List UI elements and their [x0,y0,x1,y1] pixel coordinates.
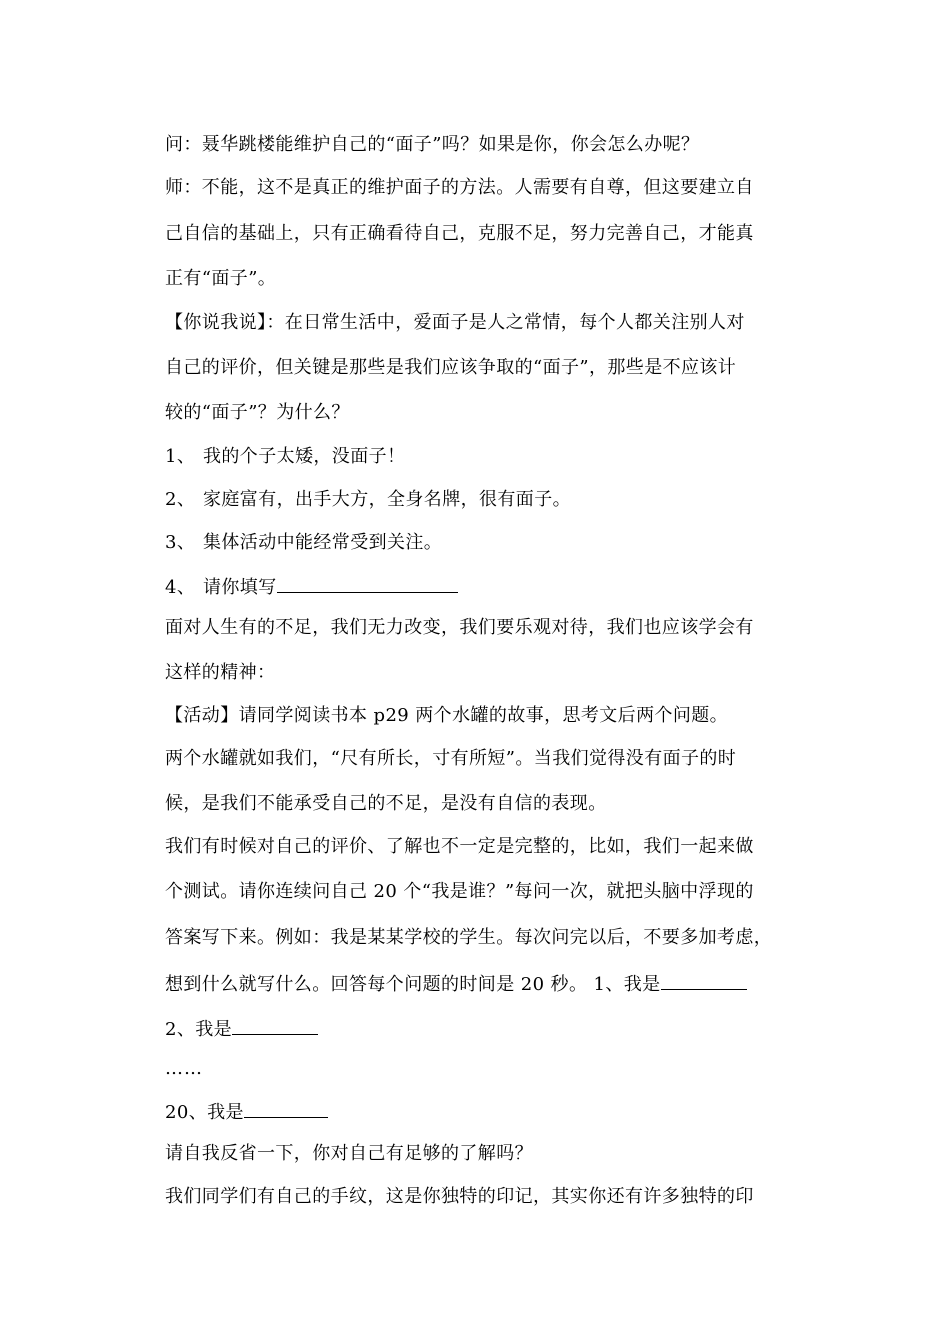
fill-in-blank[interactable] [661,972,747,990]
fill-in-blank[interactable] [232,1017,318,1035]
teacher-answer-line-2: 己自信的基础上，只有正确看待自己，克服不足，努力完善自己，才能真 [165,223,754,244]
discussion-line-3: 较的“面子”？为什么？ [165,402,350,423]
teacher-answer-line-1: 师：不能，这不是真正的维护面子的方法。人需要有自尊，但这要建立自 [165,177,754,198]
paragraph-line: 个测试。请你连续问自己 20 个“我是谁？”每问一次，就把头脑中浮现的 [165,881,754,902]
paragraph-line: 面对人生有的不足，我们无力改变，我们要乐观对待，我们也应该学会有 [165,617,754,638]
answer-line [165,1017,318,1041]
list-item-text: 家庭富有，出手大方，全身名牌，很有面子。 [203,489,571,510]
answer-label: 2、我是 [165,1019,233,1040]
fill-in-blank[interactable] [244,1100,328,1118]
answer-line [165,1100,328,1124]
discussion-line-2: 自己的评价，但关键是那些是我们应该争取的“面子”，那些是不应该计 [165,357,737,378]
paragraph-text: 想到什么就写什么。回答每个问题的时间是 20 秒。 1、我是 [165,974,661,995]
question-line: 问：聂华跳楼能维护自己的“面子”吗？如果是你，你会怎么办呢？ [165,134,700,155]
list-item [165,489,571,511]
paragraph-line: 答案写下来。例如：我是某某学校的学生。每次问完以后，不要多加考虑， [165,927,773,948]
paragraph-line: 两个水罐就如我们，“尺有所长，寸有所短”。当我们觉得没有面子的时 [165,748,737,769]
teacher-answer-line-3: 正有“面子”。 [165,268,277,289]
list-item [165,446,405,468]
paragraph-line: 我们同学们有自己的手纹，这是你独特的印记，其实你还有许多独特的印 [165,1186,754,1207]
paragraph-line: 我们有时候对自己的评价、了解也不一定是完整的，比如，我们一起来做 [165,836,754,857]
discussion-line-1: 【你说我说】：在日常生活中，爱面子是人之常情，每个人都关注别人对 [165,312,745,333]
paragraph-line: 候，是我们不能承受自己的不足，是没有自信的表现。 [165,793,607,814]
paragraph-line [165,972,747,996]
list-item-text: 集体活动中能经常受到关注。 [203,532,443,553]
answer-label: 20、我是 [165,1102,244,1123]
list-number: 1、 [165,446,196,467]
fill-in-blank[interactable] [277,575,458,593]
list-item [165,532,442,554]
activity-line: 【活动】请同学阅读书本 p29 两个水罐的故事，思考文后两个问题。 [165,705,729,726]
paragraph-line: 请自我反省一下，你对自己有足够的了解吗？ [165,1143,533,1164]
paragraph-line: 这样的精神： [165,662,276,683]
ellipsis: …… [165,1058,203,1079]
list-item-text: 我的个子太矮，没面子！ [203,446,406,467]
list-item [165,575,458,599]
list-number: 2、 [165,489,196,510]
list-number: 4、 [165,577,196,598]
list-item-text: 请你填写 [203,577,277,598]
list-number: 3、 [165,532,196,553]
